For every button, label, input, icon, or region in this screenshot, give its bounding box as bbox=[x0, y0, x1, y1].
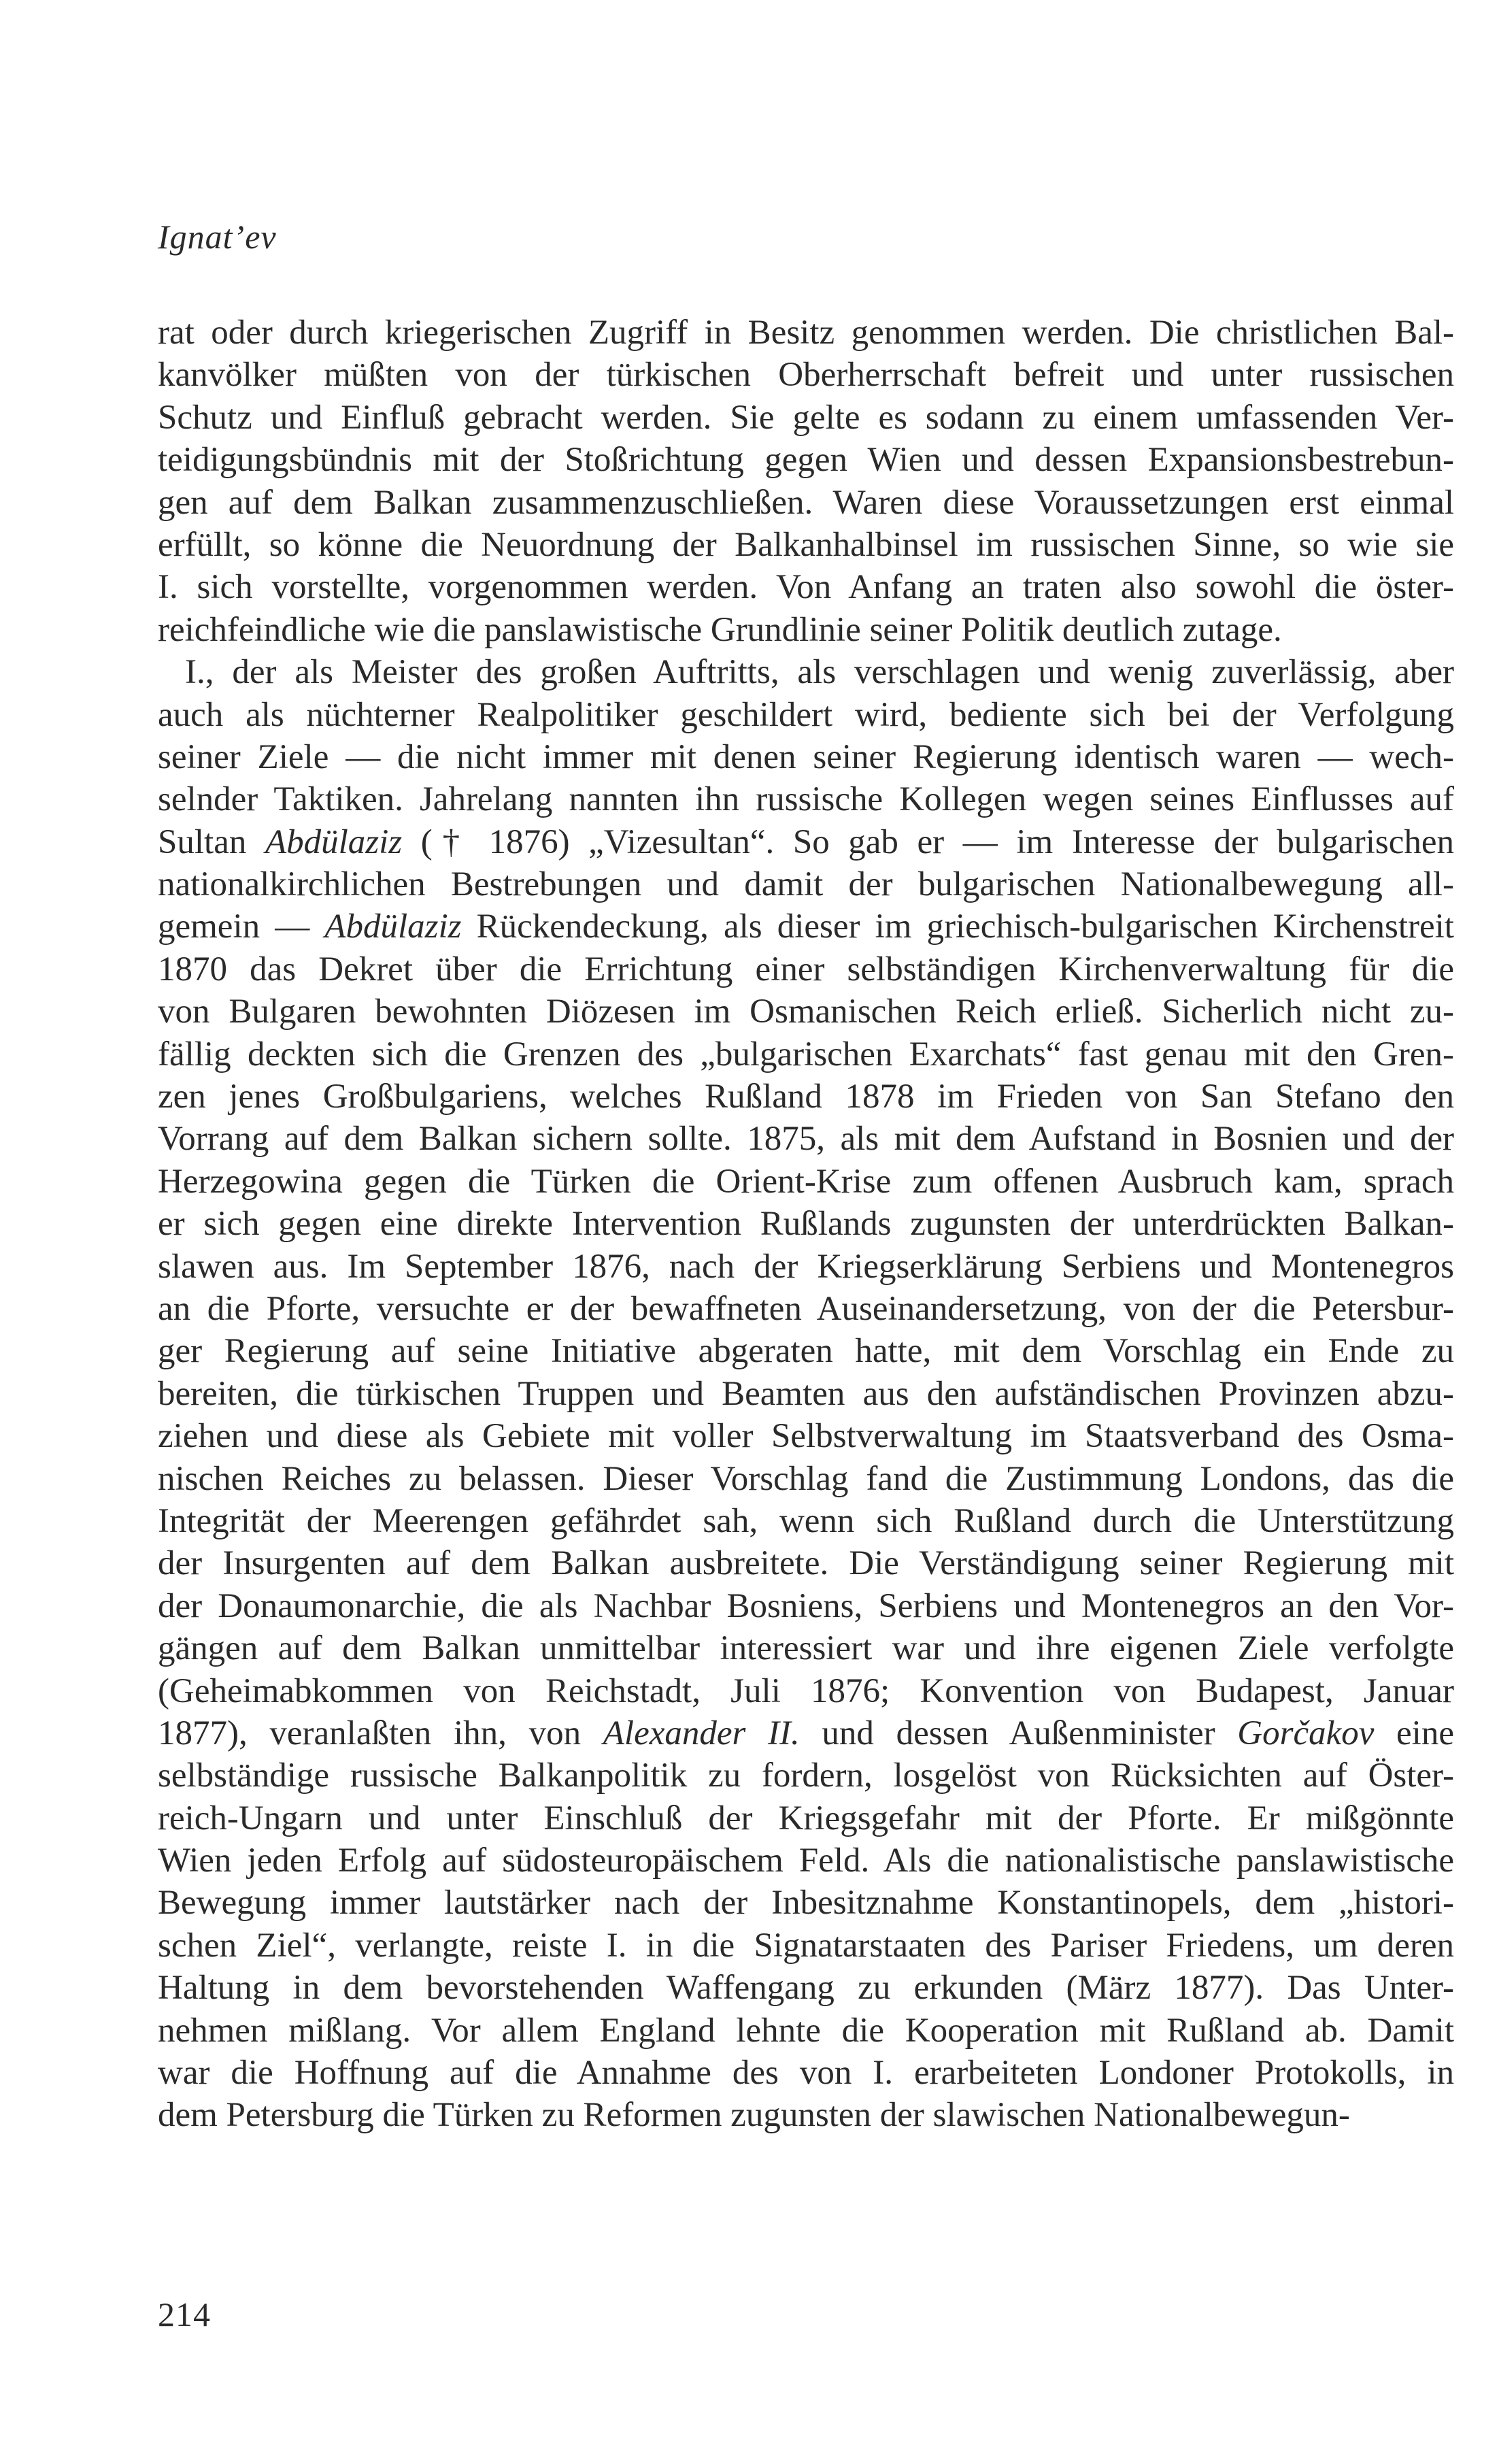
text-line: war die Hoffnung auf die Annahme des von I. erarbeiteten Londoner Protokolls, in bbox=[158, 2054, 1454, 2093]
text-line: Sultan Abdülaziz († 1876) „Vizesultan“. So gab er — im Interesse der bulgarischen bbox=[158, 822, 1454, 861]
text-line: reich-Ungarn und unter Einschluß der Kriegsgefahr mit der Pforte. Er mißgönnte bbox=[158, 1799, 1454, 1837]
text-line: 1877), veranlaßten ihn, von Alexander II. und dessen Außenminister Gorčakov eine bbox=[158, 1714, 1454, 1752]
text-line: zen jenes Großbulgariens, welches Rußland 1878 im Frieden von San Stefano den bbox=[158, 1078, 1454, 1116]
text-line: ziehen und diese als Gebiete mit voller Selbstverwaltung im Staatsverband des Osma- bbox=[158, 1417, 1454, 1456]
text-line: seiner Ziele — die nicht immer mit denen seiner Regierung identisch waren — wech- bbox=[158, 737, 1454, 776]
text-line: Herzegowina gegen die Türken die Orient-Krise zum offenen Ausbruch kam, sprach bbox=[158, 1162, 1454, 1201]
text-line: auch als nüchterner Realpolitiker geschildert wird, bediente sich bei der Verfolgung bbox=[158, 695, 1454, 734]
text-line: Haltung in dem bevorstehenden Waffengang zu erkunden (März 1877). Das Unter- bbox=[158, 1969, 1454, 2008]
text-line: ger Regierung auf seine Initiative abgeraten hatte, mit dem Vorschlag ein Ende zu bbox=[158, 1332, 1454, 1371]
text-line: (Geheimabkommen von Reichstadt, Juli 1876; Konvention von Budapest, Januar bbox=[158, 1671, 1454, 1710]
text-line: bereiten, die türkischen Truppen und Beamten aus den aufständischen Provinzen abzu- bbox=[158, 1374, 1454, 1413]
text-line: teidigungsbündnis mit der Stoßrichtung gegen Wien und dessen Expansionsbestrebun- bbox=[158, 441, 1454, 480]
italic-name: Gorčakov bbox=[1237, 1714, 1375, 1752]
text-line: selnder Taktiken. Jahrelang nannten ihn russische Kollegen wegen seines Einflusses auf bbox=[158, 780, 1454, 819]
text-line: gemein — Abdülaziz Rückendeckung, als dieser im griechisch-bulgarischen Kirchenstreit bbox=[158, 908, 1454, 946]
text-line: slawen aus. Im September 1876, nach der Kriegserklärung Serbiens und Montenegros bbox=[158, 1247, 1454, 1286]
text-line: erfüllt, so könne die Neuordnung der Balkanhalbinsel im russischen Sinne, so wie sie bbox=[158, 525, 1454, 564]
text-line: reichfeindliche wie die panslawistische Grundlinie seiner Politik deutlich zutage. bbox=[158, 610, 1282, 649]
text-line: kanvölker müßten von der türkischen Oberherrschaft befreit und unter russischen bbox=[158, 356, 1454, 395]
text-line: fällig deckten sich die Grenzen des „bulgarischen Exarchats“ fast genau mit den Gren- bbox=[158, 1035, 1454, 1073]
text-line: rat oder durch kriegerischen Zugriff in Besitz genommen werden. Die christlichen Bal- bbox=[158, 314, 1454, 352]
running-head: Ignat’ev bbox=[158, 218, 277, 256]
text-line: nehmen mißlang. Vor allem England lehnte die Kooperation mit Rußland ab. Damit bbox=[158, 2011, 1454, 2050]
text-line: gängen auf dem Balkan unmittelbar interessiert war und ihre eigenen Ziele verfolgte bbox=[158, 1629, 1454, 1668]
text-line: 1870 das Dekret über die Errichtung einer selbständigen Kirchenverwaltung für die bbox=[158, 950, 1454, 988]
italic-name: Abdülaziz bbox=[265, 822, 403, 861]
text-line: gen auf dem Balkan zusammenzuschließen. Waren diese Voraussetzungen erst einmal bbox=[158, 483, 1454, 522]
text-line: nationalkirchlichen Bestrebungen und damit der bulgarischen Nationalbewegung all- bbox=[158, 865, 1454, 904]
text-line: Wien jeden Erfolg auf südosteuropäischem Feld. Als die nationalistische panslawistische bbox=[158, 1842, 1454, 1880]
text-line: er sich gegen eine direkte Intervention Rußlands zugunsten der unterdrückten Balkan- bbox=[158, 1205, 1454, 1244]
text-line: dem Petersburg die Türken zu Reformen zugunsten der slawischen Nationalbewegun- bbox=[158, 2096, 1350, 2135]
text-line: nischen Reiches zu belassen. Dieser Vorschlag fand die Zustimmung Londons, das die bbox=[158, 1459, 1454, 1498]
text-line: I., der als Meister des großen Auftritts, als verschlagen und wenig zuverlässig, aber bbox=[185, 653, 1454, 692]
text-line: der Insurgenten auf dem Balkan ausbreitete. Die Verständigung seiner Regierung mit bbox=[158, 1544, 1454, 1583]
text-line: Bewegung immer lautstärker nach der Inbesitznahme Konstantinopels, dem „histori- bbox=[158, 1884, 1454, 1922]
text-line: der Donaumonarchie, die als Nachbar Bosniens, Serbiens und Montenegros an den Vor- bbox=[158, 1586, 1454, 1625]
text-line: von Bulgaren bewohnten Diözesen im Osmanischen Reich erließ. Sicherlich nicht zu- bbox=[158, 993, 1454, 1031]
page-number: 214 bbox=[158, 2295, 211, 2333]
text-line: I. sich vorstellte, vorgenommen werden. Von Anfang an traten also sowohl die öster- bbox=[158, 568, 1454, 607]
text-line: selbständige russische Balkanpolitik zu fordern, losgelöst von Rücksichten auf Öster- bbox=[158, 1757, 1454, 1795]
text-line: schen Ziel“, verlangte, reiste I. in die Signatarstaaten des Pariser Friedens, um deren bbox=[158, 1926, 1454, 1965]
text-line: an die Pforte, versuchte er der bewaffneten Auseinandersetzung, von der die Petersbur- bbox=[158, 1289, 1454, 1328]
body-text bbox=[158, 312, 1454, 2137]
italic-name: Abdülaziz bbox=[324, 908, 462, 946]
text-line: Integrität der Meerengen gefährdet sah, wenn sich Rußland durch die Unterstützung bbox=[158, 1501, 1454, 1540]
text-line: Vorrang auf dem Balkan sichern sollte. 1875, als mit dem Aufstand in Bosnien und der bbox=[158, 1120, 1454, 1159]
text-line: Schutz und Einfluß gebracht werden. Sie gelte es sodann zu einem umfassenden Ver- bbox=[158, 398, 1454, 437]
italic-name: Alexander II. bbox=[603, 1714, 800, 1752]
